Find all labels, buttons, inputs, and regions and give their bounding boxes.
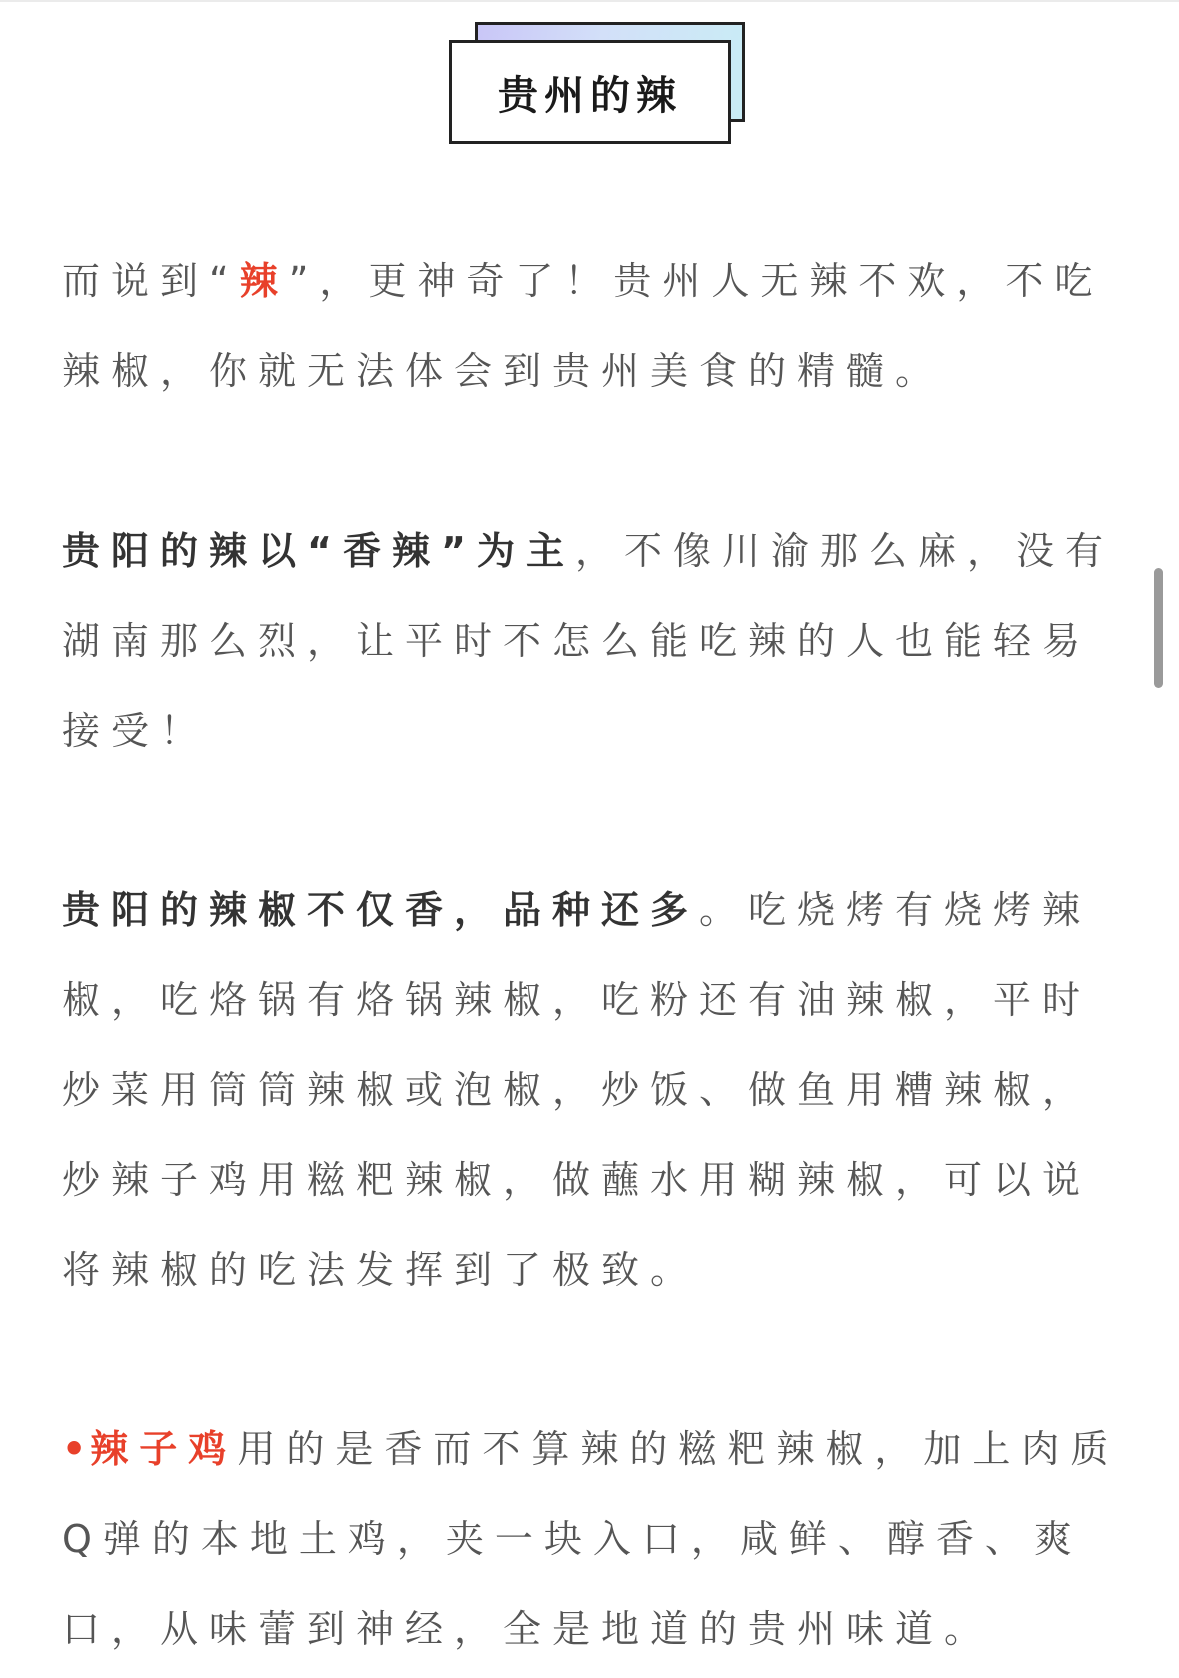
bullet-dot: •	[62, 1427, 91, 1471]
paragraph-varieties	[62, 865, 1120, 1315]
paragraph-xiangla-lead: 贵阳的辣以“香辣”为主	[62, 529, 575, 573]
highlight-lazi-ji: 辣子鸡	[90, 1427, 238, 1471]
highlight-la: 辣	[239, 259, 289, 303]
scrollbar-thumb[interactable]	[1154, 568, 1163, 688]
paragraph-varieties-lead: 贵阳的辣椒不仅香，品种还多	[62, 888, 700, 932]
paragraph-intro-rest: ”，更神奇了！贵州人无辣不欢，不吃辣椒，你就无法体会到贵州美食的精髓。	[62, 259, 1104, 393]
paragraph-xiangla	[62, 506, 1120, 776]
section-title: 贵州的辣	[498, 72, 682, 119]
paragraph-intro-prefix: 而说到“	[62, 259, 240, 303]
top-divider	[0, 0, 1179, 2]
paragraph-varieties-rest: 。吃烧烤有烧烤辣椒，吃烙锅有烙锅辣椒，吃粉还有油辣椒，平时炒菜用筒筒辣椒或泡椒，炒饭、做鱼用糟辣椒，炒辣子鸡用糍粑辣椒，做蘸水用糊辣椒，可以说将辣椒的吃法发挥到了极致。	[62, 888, 1092, 1292]
paragraph-lazi-ji	[62, 1404, 1120, 1674]
paragraph-intro	[62, 236, 1120, 416]
section-title-box	[449, 22, 749, 144]
title-frame	[449, 40, 731, 144]
paragraph-lazi-ji-rest: 用的是香而不算辣的糍粑辣椒，加上肉质Q弹的本地土鸡，夹一块入口，咸鲜、醇香、爽口，从味蕾到神经，全是地道的贵州味道。	[62, 1427, 1120, 1651]
paragraph-xiangla-rest: ，不像川渝那么麻，没有湖南那么烈，让平时不怎么能吃辣的人也能轻易接受！	[62, 529, 1114, 753]
